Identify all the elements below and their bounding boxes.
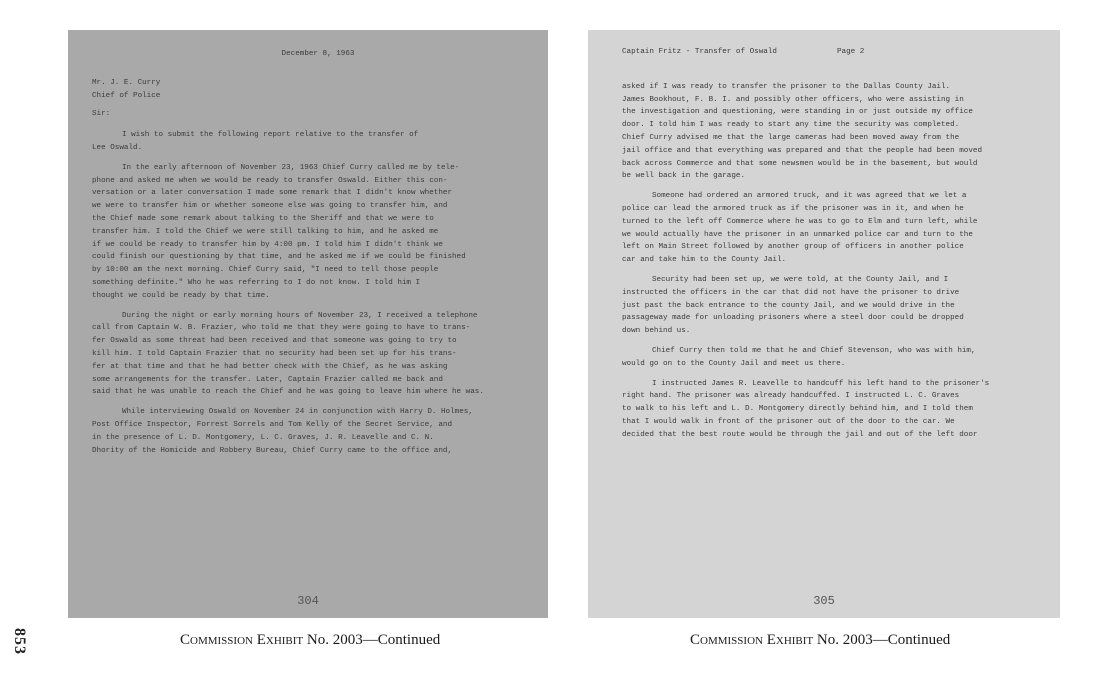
text-line: we would actually have the prisoner in an unmarked police car and turn to the (622, 230, 973, 239)
text-line: passageway made for unloading prisoners where a steel door could be dropped (622, 314, 964, 323)
addressee-line: Mr. J. E. Curry (92, 78, 161, 87)
text-line: During the night or early morning hours of November 23, I received a telephone (122, 311, 478, 320)
text-line: if we could be ready to transfer him by 4:00 pm. I told him I didn't think we (92, 240, 443, 249)
text-line: some arrangements for the transfer. Later, Captain Frazier called me back and (92, 375, 443, 384)
letter-body (622, 81, 1034, 442)
text-line: Security had been set up, we were told, at the County Jail, and I (652, 275, 949, 284)
text-line: left on Main Street followed by another group of officers in another police (622, 243, 964, 252)
text-line: phone and asked me when we would be ready to transfer Oswald. Either this con- (92, 176, 448, 185)
paragraph (622, 345, 1034, 371)
paragraph (92, 406, 524, 457)
text-line: just past the back entrance to the county Jail, and we would drive in the (622, 301, 955, 310)
text-line: While interviewing Oswald on November 24 in conjunction with Harry D. Holmes, (122, 408, 473, 417)
letter-body (92, 129, 524, 457)
text-line: fer at that time and that he had better check with the Chief, as he was asking (92, 362, 448, 371)
salutation: Sir: (92, 110, 111, 119)
text-line: Lee Oswald. (92, 143, 143, 152)
text-line: police car lead the armored truck as if the prisoner was in it, and when he (622, 204, 964, 213)
page-header-title: Captain Fritz - Transfer of Oswald (622, 48, 777, 56)
paragraph (622, 190, 1034, 267)
document-page-right (588, 30, 1060, 618)
paragraph (92, 310, 524, 400)
text-line: in the presence of L. D. Montgomery, L. C. Graves, J. R. Leavelle and C. N. (92, 433, 434, 442)
text-line: turned to the left off Commerce where he was to go to Elm and turn left, while (622, 217, 978, 226)
book-page-number: 853 (11, 628, 28, 655)
text-line: something definite." Who he was referring to I do not know. I told him I (92, 278, 421, 287)
page-number: 304 (297, 594, 319, 609)
paragraph (622, 274, 1034, 338)
text-line: kill him. I told Captain Frazier that no security had been set up for his trans- (92, 349, 457, 358)
paragraph (92, 129, 524, 155)
page-header (622, 46, 1034, 59)
text-line: the Chief made some remark about talking to the Sheriff and that we were to (92, 214, 434, 223)
text-line: said that he was unable to reach the Chief and he was going to leave him where he was. (92, 388, 484, 397)
paragraph (622, 81, 1034, 183)
text-line: asked if I was ready to transfer the prisoner to the Dallas County Jail. (622, 82, 951, 91)
text-line: that I would walk in front of the prisoner out of the door to the car. We (622, 417, 955, 426)
page-number: 305 (813, 594, 835, 609)
exhibit-caption-right: Commission Exhibit No. 2003—Continued (690, 632, 951, 648)
text-line: transfer him. I told the Chief we were still talking to him, and he asked me (92, 227, 439, 236)
paragraph (92, 162, 524, 303)
text-line: I wish to submit the following report relative to the transfer of (122, 131, 419, 140)
text-line: Dhority of the Homicide and Robbery Bureau, Chief Curry came to the office and, (92, 446, 453, 455)
text-line: thought we could be ready by that time. (92, 291, 270, 300)
text-line: right hand. The prisoner was already handcuffed. I instructed L. C. Graves (622, 392, 960, 401)
text-line: In the early afternoon of November 23, 1963 Chief Curry called me by tele- (122, 163, 460, 172)
addressee-line: Chief of Police (92, 91, 161, 100)
exhibit-caption-left: Commission Exhibit No. 2003—Continued (180, 632, 441, 648)
text-line: door. I told him I was ready to start any time the security was completed. (622, 121, 960, 130)
text-line: Chief Curry advised me that the large cameras had been moved away from the (622, 133, 960, 142)
text-line: fer Oswald as some threat had been received and that someone was going to try to (92, 337, 457, 346)
text-line: the investigation and questioning, were standing in or just outside my office (622, 108, 973, 117)
text-line: instructed the officers in the car that did not have the prisoner to drive (622, 288, 960, 297)
paragraph (622, 378, 1034, 442)
caption-title: Commission Exhibit (690, 632, 814, 648)
text-line: call from Captain W. B. Frazier, who told me that they were going to have to trans- (92, 324, 471, 333)
caption-title: Commission Exhibit (180, 632, 304, 648)
text-line: down behind us. (622, 327, 691, 336)
text-line: to walk to his left and L. D. Montgomery directly behind him, and I told them (622, 405, 973, 414)
text-line: would go on to the County Jail and meet us there. (622, 359, 846, 368)
text-line: could finish our questioning by that time, and he asked me if we could be finished (92, 253, 466, 262)
text-line: decided that the best route would be through the jail and out of the left door (622, 430, 978, 439)
text-line: James Bookhout, F. B. I. and possibly other officers, who were assisting in (622, 95, 964, 104)
text-line: versation or a later conversation I made some remark that I didn't know whether (92, 189, 453, 198)
text-line: car and take him to the County Jail. (622, 256, 787, 265)
text-line: jail office and that everything was prepared and that the people had been moved (622, 146, 983, 155)
text-line: Post Office Inspector, Forrest Sorrels and Tom Kelly of the Secret Service, and (92, 420, 453, 429)
text-line: back across Commerce and that some newsmen would be in the basement, but would (622, 159, 978, 168)
page-header-label: Page 2 (836, 48, 865, 56)
text-line: Chief Curry then told me that he and Chief Stevenson, who was with him, (652, 346, 976, 355)
text-line: Someone had ordered an armored truck, and it was agreed that we let a (652, 192, 967, 201)
text-line: be well back in the garage. (622, 172, 746, 181)
document-page-left (68, 30, 548, 618)
text-line: we were to transfer him or whether someone else was going to transfer him, and (92, 202, 448, 211)
letter-date: December 8, 1963 (281, 50, 355, 58)
text-line: I instructed James R. Leavelle to handcuff his left hand to the prisoner's (652, 379, 990, 388)
text-line: by 10:00 am the next morning. Chief Curry said, "I need to tell those people (92, 266, 439, 275)
